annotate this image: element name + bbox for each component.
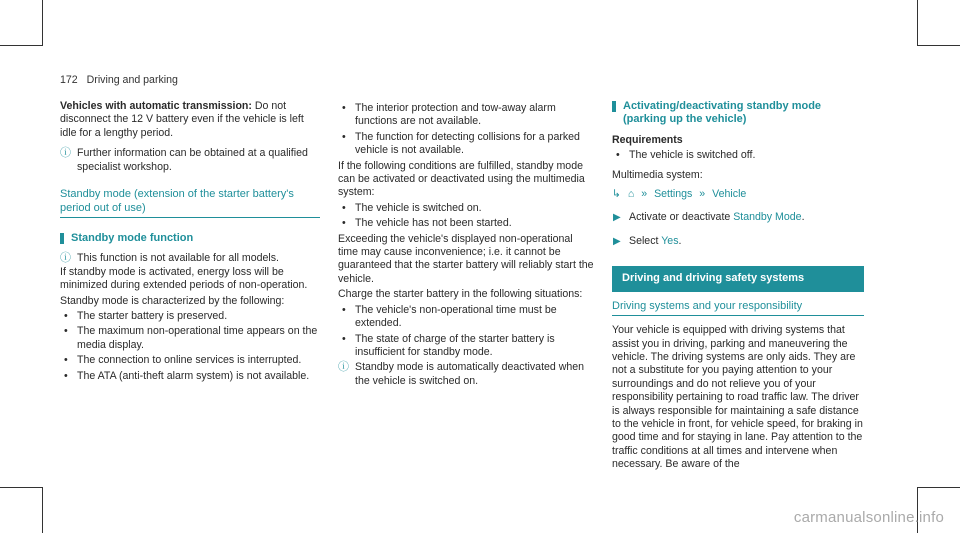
path-settings: Settings xyxy=(654,188,693,201)
path-vehicle: Vehicle xyxy=(712,188,747,201)
crop-mark xyxy=(917,0,918,46)
list-item: • The ATA (anti-theft alarm system) is not available. xyxy=(60,370,320,383)
info-icon: ⓘ xyxy=(338,361,349,374)
page-header xyxy=(60,74,178,87)
note-text: This function is not available for all models. xyxy=(77,252,279,265)
note xyxy=(338,361,594,388)
list-item: • The vehicle has not been started. xyxy=(338,217,594,230)
note-text: Further information can be obtained at a qualified specialist workshop. xyxy=(77,147,308,173)
list-item: • The vehicle is switched on. xyxy=(338,202,594,215)
list-item: • The interior protection and tow-away alarm functions are not available. xyxy=(338,102,594,129)
requirements-label: Requirements xyxy=(612,133,683,146)
subsection-title: Standby mode function xyxy=(60,232,320,245)
step xyxy=(612,211,864,224)
chevron-right-icon: » xyxy=(641,188,648,201)
crop-mark xyxy=(42,487,43,533)
step-arrow-icon: ▶ xyxy=(613,212,621,224)
note-text: Standby mode is automatically deactivated when the vehicle is switched on. xyxy=(355,361,585,387)
intro-bold: Vehicles with automatic transmission: xyxy=(60,100,252,112)
list-item: • The maximum non-operational time appears on the media display. xyxy=(60,325,320,352)
paragraph: Standby mode is characterized by the following: xyxy=(60,294,285,307)
column-3 xyxy=(612,100,864,472)
step-text: . xyxy=(678,234,682,247)
list-item: • The vehicle is switched off. xyxy=(612,149,864,162)
paragraph: If standby mode is activated, energy loss will be minimized during extended periods of non-operation. xyxy=(60,265,308,292)
intro-paragraph xyxy=(60,100,320,140)
crop-mark xyxy=(0,487,43,488)
list-item: • The state of charge of the starter battery is insufficient for standby mode. xyxy=(338,333,594,360)
list-item: • The function for detecting collisions for a parked vehicle is not available. xyxy=(338,131,594,158)
paragraph: If the following conditions are fulfilled, standby mode can be activated or deactivated using the multimedia system: xyxy=(338,159,585,199)
paragraph: Your vehicle is equipped with driving systems that assist you in driving, parking and maneuvering the vehicle. The driving systems are only aids. They are not a substitute for you paying attention to your surroundings and do not relieve you of your responsibility pertaining to road traffic law. The driver is always responsible for maintaining a safe distance to the vehicle in front, for vehicle speed, for braking in good time and for staying in lane. Pay attention to the traffic conditions at all times and intervene when necessary. Be aware of the xyxy=(612,324,863,471)
step-text: Select xyxy=(629,234,662,247)
crop-mark xyxy=(917,487,960,488)
subsection-title: Activating/deactivating standby mode (parking up the vehicle) xyxy=(612,100,864,127)
path-arrow-icon: ↳ xyxy=(612,188,621,201)
crop-mark xyxy=(917,45,960,46)
menu-path xyxy=(612,188,864,201)
page-number: 172 xyxy=(60,74,78,86)
intro-text: Do not disconnect the 12 V battery even if the vehicle is left idle for a lengthy period. xyxy=(60,100,304,139)
list-item: • The connection to online services is interrupted. xyxy=(60,354,320,367)
column-2 xyxy=(338,100,594,388)
section-title: Driving systems and your responsibility xyxy=(612,300,864,317)
note xyxy=(60,147,320,174)
multimedia-label: Multimedia system: xyxy=(612,168,703,181)
step-link: Yes xyxy=(661,234,679,247)
section-title: Standby mode (extension of the starter battery's period out of use) xyxy=(60,188,320,218)
step-arrow-icon: ▶ xyxy=(613,235,621,247)
home-icon: ⌂ xyxy=(627,188,635,201)
info-icon: ⓘ xyxy=(60,147,71,160)
step-text: . xyxy=(801,211,805,224)
step-text: Activate or deactivate xyxy=(629,211,734,224)
crop-mark xyxy=(42,0,43,46)
paragraph: Exceeding the vehicle's displayed non-operational time may cause inconvenience; i.e. it cannot be guaranteed that the starter battery will reliably start the vehicle. xyxy=(338,232,594,285)
chapter-band: Driving and driving safety systems xyxy=(612,266,864,291)
chevron-right-icon: » xyxy=(699,188,706,201)
step-link: Standby Mode xyxy=(733,211,802,224)
info-icon: ⓘ xyxy=(60,252,71,265)
list-item: • The vehicle's non-operational time must be extended. xyxy=(338,304,594,331)
paragraph: Charge the starter battery in the following situations: xyxy=(338,288,583,301)
watermark: carmanualsonline.info xyxy=(793,508,944,526)
column-1 xyxy=(60,100,320,385)
step xyxy=(612,235,864,248)
crop-mark xyxy=(0,45,43,46)
chapter-title: Driving and parking xyxy=(86,74,178,86)
list-item: • The starter battery is preserved. xyxy=(60,310,320,323)
note xyxy=(60,252,320,265)
